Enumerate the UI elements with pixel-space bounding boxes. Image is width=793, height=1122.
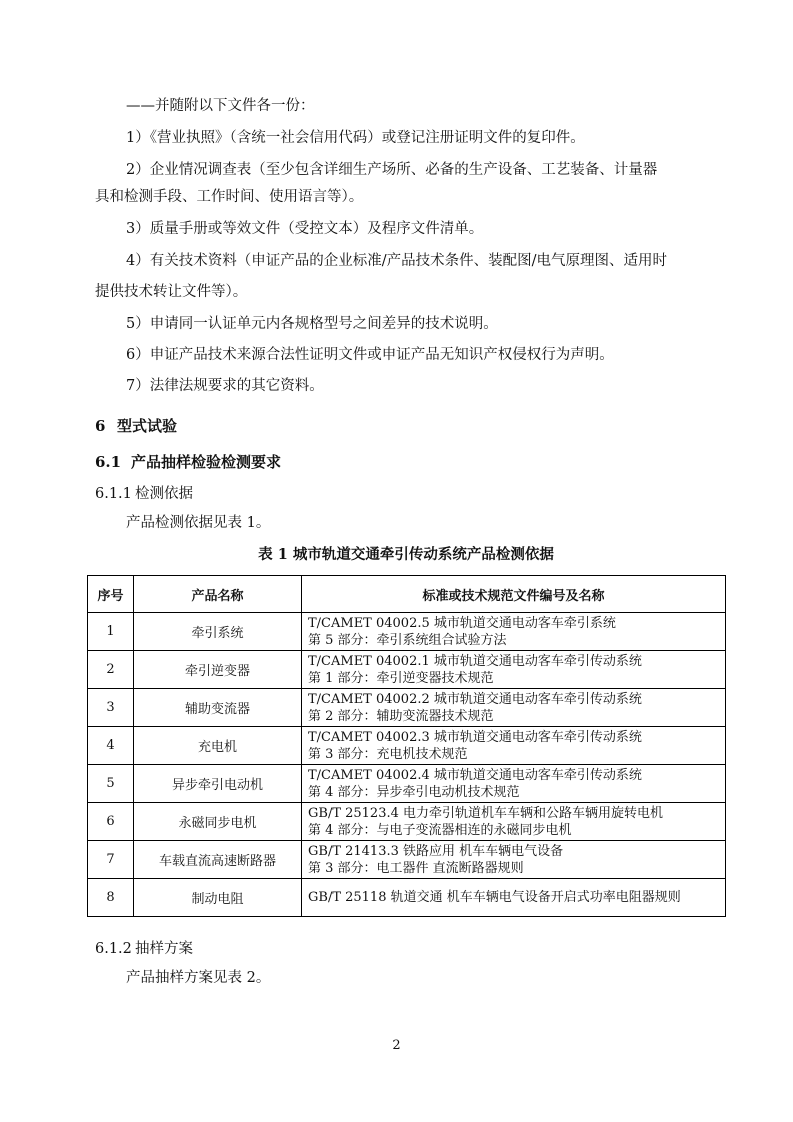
row-no: 6: [88, 803, 134, 841]
page-number: 2: [392, 1038, 401, 1053]
section-6-1-2-heading: [95, 937, 193, 958]
table-row: [88, 879, 726, 917]
standard-line-1: T/CAMET 04002.5 城市轨道交通电动客车牵引系统: [308, 615, 616, 631]
table1: [87, 575, 726, 917]
header-standard: 标准或技术规范文件编号及名称: [302, 576, 726, 613]
row-standard: [302, 613, 726, 651]
list-item-3: 3）质量手册或等效文件（受控文本）及程序文件清单。: [126, 221, 484, 237]
list-item-4-line1: 4）有关技术资料（申证产品的企业标准/产品技术条件、装配图/电气原理图、适用时: [126, 253, 667, 269]
list-item-6: 6）申证产品技术来源合法性证明文件或申证产品无知识产权侵权行为声明。: [126, 347, 614, 363]
row-no: 2: [88, 651, 134, 689]
row-standard: [302, 841, 726, 879]
table2-reference-text: 产品抽样方案见表 2。: [126, 970, 271, 986]
table-row: [88, 727, 726, 765]
table-row: [88, 651, 726, 689]
section-title: 型式试验: [117, 417, 178, 435]
section-number: 6: [95, 417, 106, 435]
section-title: 检测依据: [135, 486, 193, 502]
section-title: 抽样方案: [135, 941, 193, 957]
section-6-heading: [95, 415, 177, 436]
row-product-name: 车载直流高速断路器: [134, 841, 302, 879]
row-product-name: 牵引系统: [134, 613, 302, 651]
list-item-2-line2: 具和检测手段、工作时间、使用语言等）。: [95, 189, 364, 205]
row-standard: [302, 879, 726, 917]
header-no: 序号: [88, 576, 134, 613]
standard-line-1: T/CAMET 04002.2 城市轨道交通电动客车牵引传动系统: [308, 691, 642, 707]
list-item-7: 7）法律法规要求的其它资料。: [126, 378, 324, 394]
row-product-name: 制动电阻: [134, 879, 302, 917]
standard-line-1: GB/T 21413.3 铁路应用 机车车辆电气设备: [308, 843, 564, 859]
row-no: 1: [88, 613, 134, 651]
attach-intro: ——并随附以下文件各一份：: [126, 98, 315, 114]
standard-line-1: GB/T 25118 轨道交通 机车车辆电气设备开启式功率电阻器规则: [308, 890, 681, 905]
row-no: 4: [88, 727, 134, 765]
row-no: 7: [88, 841, 134, 879]
row-no: 8: [88, 879, 134, 917]
section-number: 6.1: [95, 453, 122, 471]
row-product-name: 辅助变流器: [134, 689, 302, 727]
section-number: 6.1.2: [95, 941, 132, 957]
standard-line-1: T/CAMET 04002.4 城市轨道交通电动客车牵引传动系统: [308, 767, 642, 783]
row-no: 5: [88, 765, 134, 803]
table-row: [88, 841, 726, 879]
table1-reference-text: 产品检测依据见表 1。: [126, 515, 271, 531]
standard-line-2: 第 1 部分：牵引逆变器技术规范: [308, 670, 494, 686]
standard-line-2: 第 3 部分：电工器件 直流断路器规则: [308, 860, 524, 876]
standard-line-2: 第 5 部分：牵引系统组合试验方法: [308, 632, 507, 648]
list-item-4-line2: 提供技术转让文件等）。: [95, 284, 248, 300]
table-row: [88, 765, 726, 803]
header-product-name: 产品名称: [134, 576, 302, 613]
list-item-2-line1: 2）企业情况调查表（至少包含详细生产场所、必备的生产设备、工艺装备、计量器: [126, 162, 658, 178]
table-row: [88, 803, 726, 841]
row-standard: [302, 689, 726, 727]
standard-line-2: 第 4 部分：异步牵引电动机技术规范: [308, 784, 520, 800]
table1-caption: 表 1 城市轨道交通牵引传动系统产品检测依据: [258, 546, 554, 563]
standard-line-2: 第 3 部分：充电机技术规范: [308, 746, 468, 762]
row-standard: [302, 727, 726, 765]
standard-line-1: T/CAMET 04002.1 城市轨道交通电动客车牵引传动系统: [308, 653, 642, 669]
standard-line-2: 第 2 部分：辅助变流器技术规范: [308, 708, 494, 724]
row-standard: [302, 651, 726, 689]
section-title: 产品抽样检验检测要求: [131, 453, 282, 471]
list-item-5: 5）申请同一认证单元内各规格型号之间差异的技术说明。: [126, 316, 498, 332]
row-standard: [302, 765, 726, 803]
standard-line-1: T/CAMET 04002.3 城市轨道交通电动客车牵引传动系统: [308, 729, 642, 745]
list-item-1: 1）《营业执照》（含统一社会信用代码）或登记注册证明文件的复印件。: [126, 130, 585, 146]
standard-line-1: GB/T 25123.4 电力牵引轨道机车车辆和公路车辆用旋转电机: [308, 805, 664, 821]
section-number: 6.1.1: [95, 486, 132, 502]
table-row: [88, 689, 726, 727]
standard-line-2: 第 4 部分：与电子变流器相连的永磁同步电机: [308, 822, 572, 838]
row-no: 3: [88, 689, 134, 727]
row-product-name: 永磁同步电机: [134, 803, 302, 841]
row-product-name: 充电机: [134, 727, 302, 765]
row-product-name: 牵引逆变器: [134, 651, 302, 689]
table-header-row: [88, 576, 726, 613]
row-product-name: 异步牵引电动机: [134, 765, 302, 803]
table-row: [88, 613, 726, 651]
section-6-1-1-heading: [95, 482, 193, 503]
section-6-1-heading: [95, 451, 281, 472]
row-standard: [302, 803, 726, 841]
